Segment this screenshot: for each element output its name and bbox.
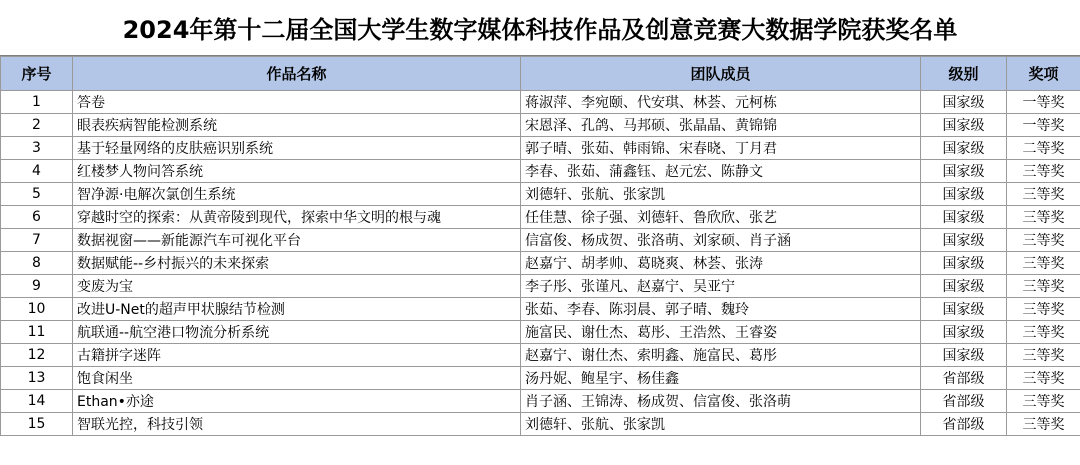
award-grade: 三等奖 <box>1007 252 1080 275</box>
table-row <box>1 91 1080 114</box>
award-level: 国家级 <box>921 137 1007 160</box>
award-grade: 三等奖 <box>1007 413 1080 436</box>
row-index: 5 <box>1 183 73 206</box>
row-index: 2 <box>1 114 73 137</box>
table-row <box>1 252 1080 275</box>
award-grade: 一等奖 <box>1007 114 1080 137</box>
team-members: 赵嘉宁、胡孝帅、葛晓爽、林荟、张涛 <box>521 252 921 275</box>
table-row <box>1 344 1080 367</box>
team-members: 施富民、谢仕杰、葛彤、王浩然、王睿姿 <box>521 321 921 344</box>
row-index: 9 <box>1 275 73 298</box>
award-grade: 三等奖 <box>1007 298 1080 321</box>
work-name: 穿越时空的探索：从黄帝陵到现代，探索中华文明的根与魂 <box>73 206 521 229</box>
team-members: 信富俊、杨成贺、张洛萌、刘家硕、肖子涵 <box>521 229 921 252</box>
work-name: 答卷 <box>73 91 521 114</box>
award-level: 国家级 <box>921 275 1007 298</box>
row-index: 14 <box>1 390 73 413</box>
team-members: 汤丹妮、鲍星宇、杨佳鑫 <box>521 367 921 390</box>
team-members: 郭子晴、张茹、韩雨锦、宋春晓、丁月君 <box>521 137 921 160</box>
team-members: 任佳慧、徐子强、刘德轩、鲁欣欣、张艺 <box>521 206 921 229</box>
table-row <box>1 390 1080 413</box>
header-work-name: 作品名称 <box>73 57 521 91</box>
row-index: 8 <box>1 252 73 275</box>
award-grade: 一等奖 <box>1007 91 1080 114</box>
row-index: 11 <box>1 321 73 344</box>
work-name: 航联通--航空港口物流分析系统 <box>73 321 521 344</box>
award-grade: 三等奖 <box>1007 229 1080 252</box>
work-name: 数据赋能--乡村振兴的未来探索 <box>73 252 521 275</box>
team-members: 李子彤、张谨凡、赵嘉宁、吴亚宁 <box>521 275 921 298</box>
award-grade: 三等奖 <box>1007 206 1080 229</box>
table-row <box>1 298 1080 321</box>
row-index: 12 <box>1 344 73 367</box>
table-row <box>1 229 1080 252</box>
work-name: 红楼梦人物问答系统 <box>73 160 521 183</box>
award-level: 国家级 <box>921 252 1007 275</box>
team-members: 宋恩泽、孔鸽、马邦硕、张晶晶、黄锦锦 <box>521 114 921 137</box>
team-members: 蒋淑萍、李宛颐、代安琪、林荟、元柯栋 <box>521 91 921 114</box>
work-name: 饱食闲坐 <box>73 367 521 390</box>
award-level: 国家级 <box>921 298 1007 321</box>
team-members: 赵嘉宁、谢仕杰、索明鑫、施富民、葛彤 <box>521 344 921 367</box>
row-index: 7 <box>1 229 73 252</box>
award-level: 国家级 <box>921 91 1007 114</box>
award-level: 国家级 <box>921 206 1007 229</box>
award-grade: 三等奖 <box>1007 367 1080 390</box>
award-level: 国家级 <box>921 344 1007 367</box>
award-grade: 三等奖 <box>1007 183 1080 206</box>
team-members: 李春、张茹、蒲鑫钰、赵元宏、陈静文 <box>521 160 921 183</box>
header-index: 序号 <box>1 57 73 91</box>
header-level: 级别 <box>921 57 1007 91</box>
award-level: 省部级 <box>921 413 1007 436</box>
work-name: 智联光控，科技引领 <box>73 413 521 436</box>
team-members: 刘德轩、张航、张家凯 <box>521 183 921 206</box>
work-name: 数据视窗——新能源汽车可视化平台 <box>73 229 521 252</box>
award-grade: 三等奖 <box>1007 275 1080 298</box>
table-row <box>1 413 1080 436</box>
table-row <box>1 137 1080 160</box>
award-level: 国家级 <box>921 160 1007 183</box>
award-grade: 三等奖 <box>1007 390 1080 413</box>
header-team-members: 团队成员 <box>521 57 921 91</box>
table-row <box>1 321 1080 344</box>
work-name: 改进U-Net的超声甲状腺结节检测 <box>73 298 521 321</box>
table-row <box>1 275 1080 298</box>
row-index: 10 <box>1 298 73 321</box>
award-grade: 三等奖 <box>1007 160 1080 183</box>
award-level: 国家级 <box>921 114 1007 137</box>
table-row <box>1 367 1080 390</box>
row-index: 15 <box>1 413 73 436</box>
award-grade: 三等奖 <box>1007 321 1080 344</box>
work-name: 眼表疾病智能检测系统 <box>73 114 521 137</box>
work-name: 古籍拼字迷阵 <box>73 344 521 367</box>
work-name: 基于轻量网络的皮肤癌识别系统 <box>73 137 521 160</box>
award-level: 国家级 <box>921 183 1007 206</box>
work-name: Ethan•亦途 <box>73 390 521 413</box>
row-index: 3 <box>1 137 73 160</box>
table-row <box>1 206 1080 229</box>
award-grade: 二等奖 <box>1007 137 1080 160</box>
award-level: 省部级 <box>921 367 1007 390</box>
header-row <box>1 57 1080 91</box>
row-index: 13 <box>1 367 73 390</box>
team-members: 张茹、李春、陈羽晨、郭子晴、魏玲 <box>521 298 921 321</box>
table-row <box>1 160 1080 183</box>
header-award: 奖项 <box>1007 57 1080 91</box>
table-row <box>1 183 1080 206</box>
award-grade: 三等奖 <box>1007 344 1080 367</box>
work-name: 变废为宝 <box>73 275 521 298</box>
work-name: 智净源·电解次氯创生系统 <box>73 183 521 206</box>
award-table <box>0 56 1080 436</box>
award-level: 国家级 <box>921 321 1007 344</box>
award-level: 国家级 <box>921 229 1007 252</box>
team-members: 肖子涵、王锦涛、杨成贺、信富俊、张洛萌 <box>521 390 921 413</box>
team-members: 刘德轩、张航、张家凯 <box>521 413 921 436</box>
row-index: 1 <box>1 91 73 114</box>
award-level: 省部级 <box>921 390 1007 413</box>
table-row <box>1 114 1080 137</box>
row-index: 4 <box>1 160 73 183</box>
row-index: 6 <box>1 206 73 229</box>
page-title: 2024年第十二届全国大学生数字媒体科技作品及创意竞赛大数据学院获奖名单 <box>0 0 1080 56</box>
